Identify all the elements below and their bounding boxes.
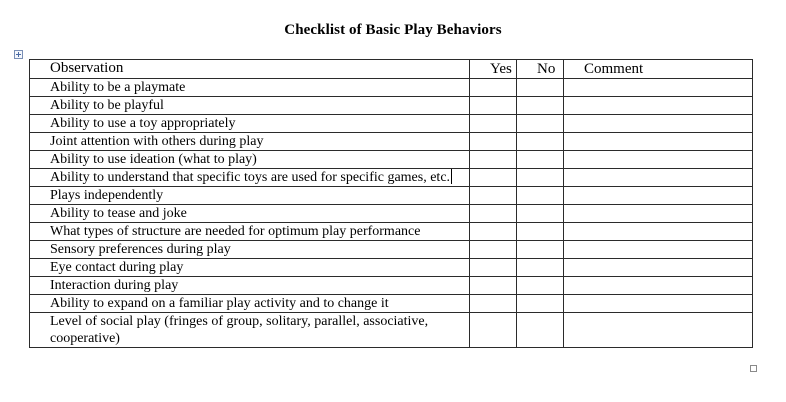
comment-cell[interactable] <box>564 97 753 115</box>
table-row <box>30 169 753 187</box>
yes-cell[interactable] <box>470 187 517 205</box>
header-yes[interactable]: Yes <box>470 60 517 79</box>
yes-cell[interactable] <box>470 277 517 295</box>
comment-cell[interactable] <box>564 133 753 151</box>
yes-cell[interactable] <box>470 115 517 133</box>
comment-cell[interactable] <box>564 79 753 97</box>
header-row <box>30 60 753 79</box>
observation-cell[interactable]: Level of social play (fringes of group, solitary, parallel, associative, cooperative) <box>30 313 470 348</box>
table-row <box>30 277 753 295</box>
no-cell[interactable] <box>517 79 564 97</box>
comment-cell[interactable] <box>564 259 753 277</box>
observation-cell-with-cursor[interactable] <box>30 169 470 187</box>
comment-cell[interactable] <box>564 205 753 223</box>
no-cell[interactable] <box>517 169 564 187</box>
yes-cell[interactable] <box>470 151 517 169</box>
table-row <box>30 259 753 277</box>
yes-cell[interactable] <box>470 205 517 223</box>
observation-cell[interactable]: Ability to use a toy appropriately <box>30 115 470 133</box>
table-resize-handle-icon[interactable] <box>750 365 757 372</box>
no-cell[interactable] <box>517 133 564 151</box>
yes-cell[interactable] <box>470 133 517 151</box>
comment-cell[interactable] <box>564 277 753 295</box>
observation-cell[interactable]: Plays independently <box>30 187 470 205</box>
table-row <box>30 151 753 169</box>
yes-cell[interactable] <box>470 241 517 259</box>
yes-cell[interactable] <box>470 97 517 115</box>
observation-cell[interactable]: Ability to use ideation (what to play) <box>30 151 470 169</box>
yes-cell[interactable] <box>470 79 517 97</box>
no-cell[interactable] <box>517 277 564 295</box>
no-cell[interactable] <box>517 223 564 241</box>
header-comment[interactable]: Comment <box>564 60 753 79</box>
no-cell[interactable] <box>517 313 564 348</box>
comment-cell[interactable] <box>564 295 753 313</box>
yes-cell[interactable] <box>470 223 517 241</box>
observation-cell[interactable]: What types of structure are needed for optimum play performance <box>30 223 470 241</box>
table-row <box>30 295 753 313</box>
no-cell[interactable] <box>517 187 564 205</box>
comment-cell[interactable] <box>564 169 753 187</box>
observation-cell[interactable]: Ability to tease and joke <box>30 205 470 223</box>
observation-cell[interactable]: Ability to expand on a familiar play activity and to change it <box>30 295 470 313</box>
comment-cell[interactable] <box>564 115 753 133</box>
observation-cell[interactable]: Interaction during play <box>30 277 470 295</box>
observation-cell[interactable]: Ability to be playful <box>30 97 470 115</box>
no-cell[interactable] <box>517 97 564 115</box>
text-cursor <box>451 169 452 184</box>
table-row <box>30 241 753 259</box>
table-row <box>30 313 753 348</box>
table-row <box>30 97 753 115</box>
no-cell[interactable] <box>517 241 564 259</box>
yes-cell[interactable] <box>470 295 517 313</box>
table-row <box>30 115 753 133</box>
checklist-table <box>29 59 753 348</box>
comment-cell[interactable] <box>564 223 753 241</box>
yes-cell[interactable] <box>470 313 517 348</box>
no-cell[interactable] <box>517 259 564 277</box>
no-cell[interactable] <box>517 205 564 223</box>
observation-text: Ability to understand that specific toys are used for specific games, etc. <box>50 170 451 185</box>
observation-cell[interactable]: Joint attention with others during play <box>30 133 470 151</box>
comment-cell[interactable] <box>564 241 753 259</box>
table-row <box>30 79 753 97</box>
table-row <box>30 187 753 205</box>
comment-cell[interactable] <box>564 313 753 348</box>
observation-cell[interactable]: Sensory preferences during play <box>30 241 470 259</box>
table-row <box>30 133 753 151</box>
observation-cell[interactable]: Eye contact during play <box>30 259 470 277</box>
observation-cell[interactable]: Ability to be a playmate <box>30 79 470 97</box>
table-move-handle-icon[interactable] <box>14 50 23 59</box>
no-cell[interactable] <box>517 295 564 313</box>
header-no[interactable]: No <box>517 60 564 79</box>
header-observation[interactable]: Observation <box>30 60 470 79</box>
comment-cell[interactable] <box>564 187 753 205</box>
table-row <box>30 205 753 223</box>
yes-cell[interactable] <box>470 259 517 277</box>
document-title: Checklist of Basic Play Behaviors <box>284 22 502 38</box>
table-row <box>30 223 753 241</box>
no-cell[interactable] <box>517 151 564 169</box>
no-cell[interactable] <box>517 115 564 133</box>
comment-cell[interactable] <box>564 151 753 169</box>
yes-cell[interactable] <box>470 169 517 187</box>
